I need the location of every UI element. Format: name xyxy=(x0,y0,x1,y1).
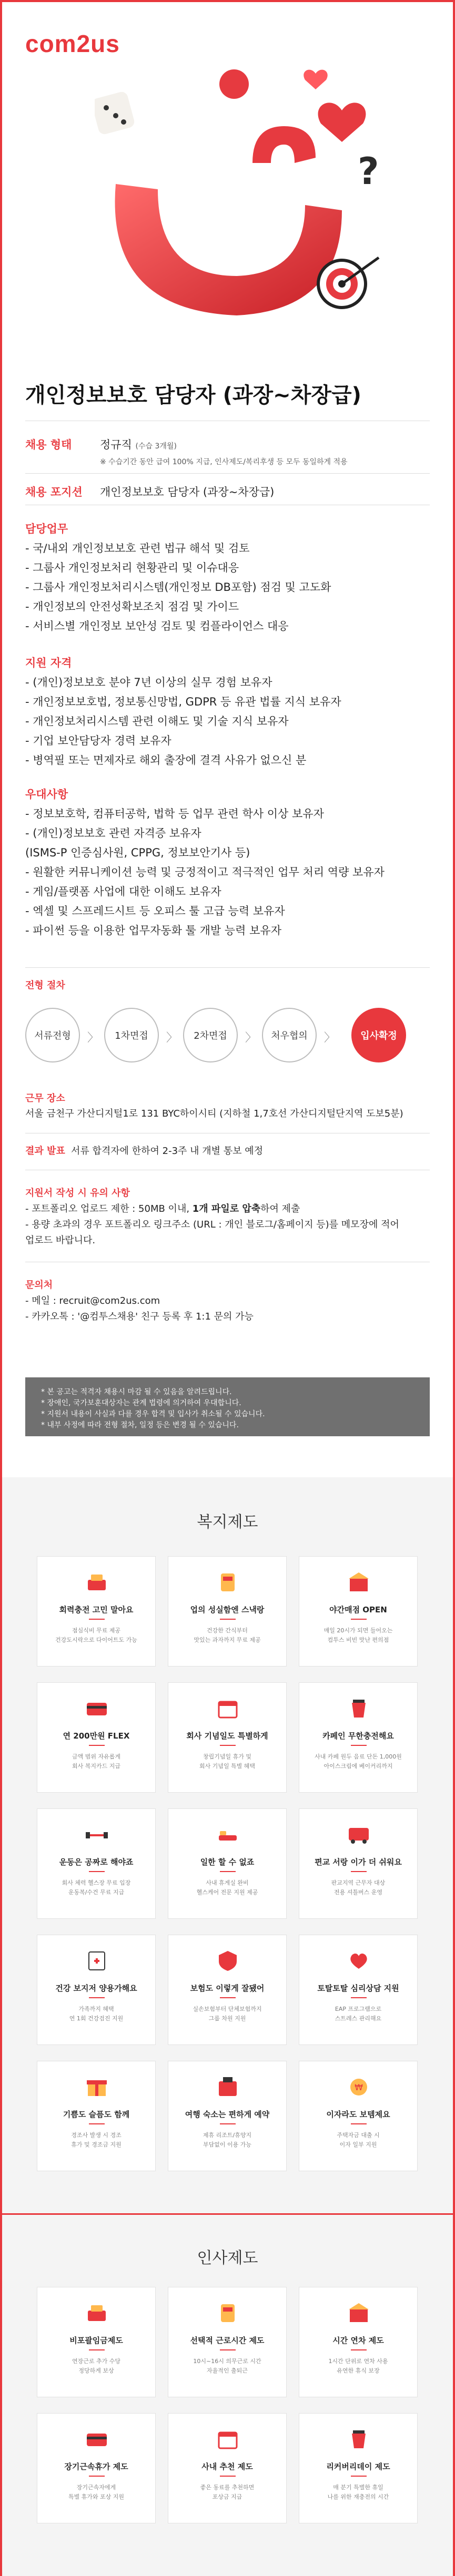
caution-emphasis: 1개 파일로 압축 xyxy=(192,1203,261,1214)
benefit-desc: 창립기념일 휴가 및 회사 기념일 특별 혜택 xyxy=(199,1753,256,1770)
benefit-underline xyxy=(89,1745,105,1746)
list-item: - 용량 초과의 경우 포트폴리오 링크주소 (URL : 개인 블로그/홈페이지 등)를 메모장에 적어 xyxy=(25,1219,399,1230)
benefit-card xyxy=(168,2061,287,2171)
benefit-icon xyxy=(346,2426,372,2452)
benefit-desc: 매 분기 특별한 휴일 나를 위한 재충전의 시간 xyxy=(327,2484,389,2500)
target-icon xyxy=(318,258,379,308)
chevron-right-icon: 〉 xyxy=(324,1031,336,1045)
employment-value xyxy=(100,436,177,452)
result-text: 서류 합격자에 한하여 2-3주 내 개별 통보 예정 xyxy=(71,1146,264,1157)
benefit-card xyxy=(168,1682,287,1793)
benefit-underline xyxy=(220,2476,236,2477)
benefit-card xyxy=(37,2061,156,2171)
benefit-underline xyxy=(89,1619,105,1620)
benefit-card xyxy=(168,1935,287,2045)
list-item: - (개인)정보보호 관련 자격증 보유자 xyxy=(25,827,201,840)
chevron-right-icon: 〉 xyxy=(87,1031,99,1045)
caution-text: - 포트폴리오 업로드 제한 : 50MB 이내, xyxy=(25,1203,193,1214)
list-item: - 파이썬 등을 이용한 업무자동화 툴 개발 능력 보유자 xyxy=(25,924,281,937)
benefit-title: 편교 서랑 이가 더 쉬워요 xyxy=(315,1857,402,1867)
divider xyxy=(25,473,430,474)
benefit-card xyxy=(37,1682,156,1793)
contact-list xyxy=(25,1293,436,1325)
result-title: 결과 발표 xyxy=(25,1146,65,1157)
benefit-desc: 점심식비 무료 제공 건강도시락으로 다이어트도 가능 xyxy=(55,1627,137,1643)
benefit-icon xyxy=(346,2074,372,2100)
benefit-desc: 회사 체력 헬스장 무료 입장 운동복/수건 무료 지급 xyxy=(62,1879,131,1896)
list-item: - 서비스별 개인정보 보안성 검토 및 컴플라이언스 대응 xyxy=(25,620,289,632)
benefit-underline xyxy=(351,2349,367,2350)
benefit-title: 비포괄임금제도 xyxy=(69,2336,123,2345)
benefit-title: 카페인 무한충전해요 xyxy=(322,1731,394,1741)
list-item: - 정보보호학, 컴퓨터공학, 법학 등 업무 관련 학사 이상 보유자 xyxy=(25,807,324,820)
sphere-icon xyxy=(219,69,249,99)
benefit-card xyxy=(168,2287,287,2397)
list-item: - 게임/플랫폼 사업에 대한 이해도 보유자 xyxy=(25,885,221,898)
benefit-underline xyxy=(89,1997,105,1998)
hr-heading: 인사제도 xyxy=(197,2249,258,2267)
benefit-underline xyxy=(220,2349,236,2350)
list-item: - 그룹사 개인정보처리 현황관리 및 이슈대응 xyxy=(25,561,239,574)
benefit-desc: 경조사 발생 시 경조 휴가 및 경조금 지원 xyxy=(71,2132,122,2148)
benefit-card xyxy=(299,2061,418,2171)
list-item: (ISMS-P 인증심사원, CPPG, 정보보안기사 등) xyxy=(25,846,250,859)
benefit-underline xyxy=(89,2349,105,2350)
benefit-underline xyxy=(351,2476,367,2477)
svg-text:₩: ₩ xyxy=(355,2082,363,2092)
contact-email[interactable]: - 메일 : recruit@com2us.com xyxy=(25,1295,160,1306)
benefit-title: 야간매점 OPEN xyxy=(329,1605,387,1614)
benefit-icon xyxy=(346,1822,372,1848)
hero-illustration xyxy=(95,63,389,336)
employment-note: ※ 수습기간 동안 급여 100% 지급, 인사제도/복리후생 등 모두 동일하게 적용 xyxy=(100,458,348,466)
benefit-icon xyxy=(84,2426,110,2452)
benefit-icon xyxy=(84,1948,110,1974)
benefit-desc: 실손보험부터 단체보험까지 그룹 차원 지원 xyxy=(193,2006,262,2022)
benefit-icon xyxy=(346,1948,372,1974)
process-steps xyxy=(25,1001,436,1054)
benefit-title: 회력충전 고민 말아요 xyxy=(59,1605,134,1614)
benefit-icon xyxy=(84,1695,110,1722)
benefit-underline xyxy=(220,1619,236,1620)
notice-line: * 본 공고는 적격자 채용시 마감 될 수 있음을 알려드립니다. xyxy=(41,1388,232,1396)
benefit-desc: 건강한 간식부터 맛있는 과자까지 무료 제공 xyxy=(194,1627,261,1643)
list-item: - 엑셀 및 스프레드시트 등 오피스 툴 고급 능력 보유자 xyxy=(25,905,285,917)
smile-shape xyxy=(115,184,342,315)
list-item: - 개인정보처리시스템 관련 이해도 및 기술 지식 보유자 xyxy=(25,715,289,728)
benefit-card xyxy=(37,2287,156,2397)
benefit-icon xyxy=(215,2300,241,2326)
employment-type: 정규직 xyxy=(100,438,132,451)
benefit-desc: 사내 휴게실 완비 헬스케어 전문 지원 제공 xyxy=(196,1879,258,1896)
benefit-icon xyxy=(346,1569,372,1596)
benefit-icon xyxy=(215,2426,241,2452)
benefit-desc: 좋은 동료를 추천하면 포상금 지급 xyxy=(200,2484,255,2500)
benefit-desc: 장기근속자에게 특별 휴가와 포상 지원 xyxy=(68,2484,125,2500)
benefit-title: 운동은 공짜로 해야죠 xyxy=(59,1857,134,1867)
list-item: - 개인정보의 안전성확보조치 점검 및 가이드 xyxy=(25,600,239,613)
benefit-desc: 판교지역 근무자 대상 전용 셔틀버스 운영 xyxy=(331,1879,386,1896)
benefit-icon xyxy=(84,1569,110,1596)
benefit-desc: EAP 프로그램으로 스트레스 관리해요 xyxy=(335,2006,382,2022)
preferred-title: 우대사항 xyxy=(25,788,68,801)
benefit-title: 시간 연차 제도 xyxy=(332,2336,384,2345)
address: 서울 금천구 가산디지털1로 131 BYC하이시티 (지하철 1,7호선 가산디지털단지역 도보5분) xyxy=(25,1108,403,1119)
contact-kakao[interactable]: - 카카오톡 : '@컴투스채용' 친구 등록 후 1:1 문의 가능 xyxy=(25,1311,254,1322)
list-item: - 원활한 커뮤니케이션 능력 및 긍정적이고 적극적인 업무 처리 역량 보유자 xyxy=(25,866,385,878)
benefit-title: 선택적 근로시간 제도 xyxy=(190,2336,265,2345)
list-item: - 기업 보안담당자 경력 보유자 xyxy=(25,734,171,747)
list-item: - 그룹사 개인정보처리시스템(개인정보 DB포함) 점검 및 고도화 xyxy=(25,581,331,594)
benefit-card xyxy=(37,1935,156,2045)
duties-title: 담당업무 xyxy=(25,523,68,535)
benefit-icon xyxy=(84,1822,110,1848)
benefit-title: 사내 추천 제도 xyxy=(201,2462,253,2471)
benefit-underline xyxy=(351,2123,367,2124)
benefit-desc: 제휴 리조트/휴양지 부담없이 이용 가능 xyxy=(203,2132,252,2148)
benefit-icon xyxy=(84,2300,110,2326)
contact-title: 문의처 xyxy=(25,1280,53,1291)
benefit-card xyxy=(168,1556,287,1667)
list-item: - 개인정보보호법, 정보통신망법, GDPR 등 유관 법률 지식 보유자 xyxy=(25,696,341,708)
welfare-heading: 복지제도 xyxy=(197,1513,258,1531)
position-label: 채용 포지션 xyxy=(25,486,83,498)
benefit-title: 장기근속휴가 제도 xyxy=(64,2462,128,2471)
benefit-desc: 10시~16시 의무근로 시간 자율적인 출퇴근 xyxy=(193,2358,261,2374)
benefit-icon xyxy=(215,1822,241,1848)
benefit-underline xyxy=(351,1619,367,1620)
benefit-title: 보험도 이렇게 잘됐어 xyxy=(190,1984,265,1993)
benefit-icon xyxy=(346,1695,372,1722)
employment-label: 채용 형태 xyxy=(25,438,72,451)
chevron-right-icon: 〉 xyxy=(245,1031,257,1045)
notice-line: * 장애인, 국가보훈대상자는 관계 법령에 의거하여 우대합니다. xyxy=(41,1399,241,1407)
location-title: 근무 장소 xyxy=(25,1093,65,1104)
benefit-card xyxy=(299,1556,418,1667)
list-item: - (개인)정보보호 분야 7년 이상의 실무 경험 보유자 xyxy=(25,676,272,689)
benefit-desc: 금액 범위 자유롭게 회사 복지카드 지급 xyxy=(72,1753,120,1770)
cautions-list xyxy=(25,1201,436,1249)
benefit-card xyxy=(299,2413,418,2523)
benefit-icon xyxy=(84,2074,110,2100)
benefit-desc: 1시간 단위로 연차 사용 유연한 휴식 보장 xyxy=(328,2358,388,2374)
qualifications-list xyxy=(25,673,436,770)
benefit-desc: 사내 카페 원두 음료 단돈 1,000원 아이스크림에 베이커리까지 xyxy=(315,1753,402,1770)
page-title: 개인정보보호 담당자 (과장~차장급) xyxy=(25,383,361,407)
benefit-icon xyxy=(346,2300,372,2326)
process-step: 2차면접 xyxy=(183,1008,238,1062)
caution-text: 하여 제출 xyxy=(260,1203,300,1214)
benefit-underline xyxy=(220,2123,236,2124)
list-item: - 병역필 또는 면제자로 해외 출장에 결격 사유가 없으신 분 xyxy=(25,754,307,766)
benefit-underline xyxy=(351,1871,367,1872)
list-item: - 국/내외 개인정보보호 관련 법규 해석 및 검토 xyxy=(25,542,250,555)
benefit-underline xyxy=(220,1745,236,1746)
benefit-desc: 연장근로 추가 수당 정당하게 보상 xyxy=(72,2358,120,2374)
list-item: 업로드 바랍니다. xyxy=(25,1235,96,1246)
benefit-card xyxy=(168,2413,287,2523)
benefit-card xyxy=(168,1808,287,1919)
divider xyxy=(25,967,430,968)
heart-small-icon xyxy=(304,70,327,89)
benefit-icon xyxy=(215,1948,241,1974)
benefit-card xyxy=(299,2287,418,2397)
location-text xyxy=(25,1104,436,1123)
benefit-icon xyxy=(215,1695,241,1722)
qualifications-title: 지원 자격 xyxy=(25,657,72,669)
benefit-title: 건강 보지저 양용가해요 xyxy=(55,1984,137,1993)
hook-shape xyxy=(252,126,316,163)
benefit-desc: 매일 20시가 되면 들어오는 컴투스 비빈 맛난 편의점 xyxy=(323,1627,393,1643)
question-icon: ? xyxy=(358,150,379,193)
benefit-icon xyxy=(215,1569,241,1596)
benefit-title: 여행 숙소는 편하게 예약 xyxy=(185,2110,270,2119)
process-step-final: 입사확정 xyxy=(351,1008,406,1062)
heart-icon xyxy=(318,103,366,142)
position-value: 개인정보보호 담당자 (과장~차장급) xyxy=(100,486,275,498)
benefit-underline xyxy=(351,1745,367,1746)
benefit-title: 이자라도 보템제요 xyxy=(326,2110,390,2119)
benefit-underline xyxy=(351,1997,367,1998)
benefit-card xyxy=(299,1935,418,2045)
process-title: 전형 절차 xyxy=(25,980,65,991)
benefit-desc: 가족까지 혜택 연 1회 건강검진 지원 xyxy=(69,2006,124,2022)
chevron-right-icon: 〉 xyxy=(166,1031,178,1045)
benefit-card xyxy=(299,1682,418,1793)
process-step: 1차면접 xyxy=(104,1008,159,1062)
list-item xyxy=(25,1201,436,1217)
com2us-logo: com2us xyxy=(25,30,120,57)
benefit-title: 기쁨도 슬픔도 함께 xyxy=(63,2110,130,2119)
benefit-title: 일한 할 수 없죠 xyxy=(200,1857,255,1867)
notice-line: * 지원서 내용이 사실과 다를 경우 합격 및 입사가 취소될 수 있습니다. xyxy=(41,1410,265,1418)
notice-box xyxy=(25,1377,430,1436)
benefit-card xyxy=(37,1808,156,1919)
benefit-title: 리커버리데이 제도 xyxy=(326,2462,390,2471)
benefit-title: 업의 성실함엔 스낵랑 xyxy=(190,1605,265,1614)
cautions-title: 지원서 작성 시 유의 사항 xyxy=(25,1188,130,1199)
benefit-underline xyxy=(89,1871,105,1872)
probation-period: (수습 3개월) xyxy=(135,442,177,451)
benefit-underline xyxy=(89,2123,105,2124)
benefit-card xyxy=(37,1556,156,1667)
benefit-card xyxy=(299,1808,418,1919)
benefit-underline xyxy=(89,2476,105,2477)
benefit-title: 회사 기념일도 특별하게 xyxy=(186,1731,268,1741)
benefit-card xyxy=(37,2413,156,2523)
benefit-underline xyxy=(220,1871,236,1872)
benefit-desc: 주택자금 대출 시 이자 일부 지원 xyxy=(337,2132,380,2148)
notice-line: * 내부 사정에 따라 전형 절차, 일정 등은 변경 될 수 있습니다. xyxy=(41,1421,239,1429)
process-step: 처우협의 xyxy=(262,1008,317,1062)
benefit-icon xyxy=(215,2074,241,2100)
duties-list xyxy=(25,539,436,636)
benefit-underline xyxy=(220,1997,236,1998)
benefit-title: 토탈토탈 심리상담 지원 xyxy=(317,1984,399,1993)
benefit-title: 연 200만원 FLEX xyxy=(63,1731,130,1741)
process-step: 서류전형 xyxy=(25,1008,80,1062)
preferred-list xyxy=(25,804,436,941)
dice-icon xyxy=(95,90,136,136)
